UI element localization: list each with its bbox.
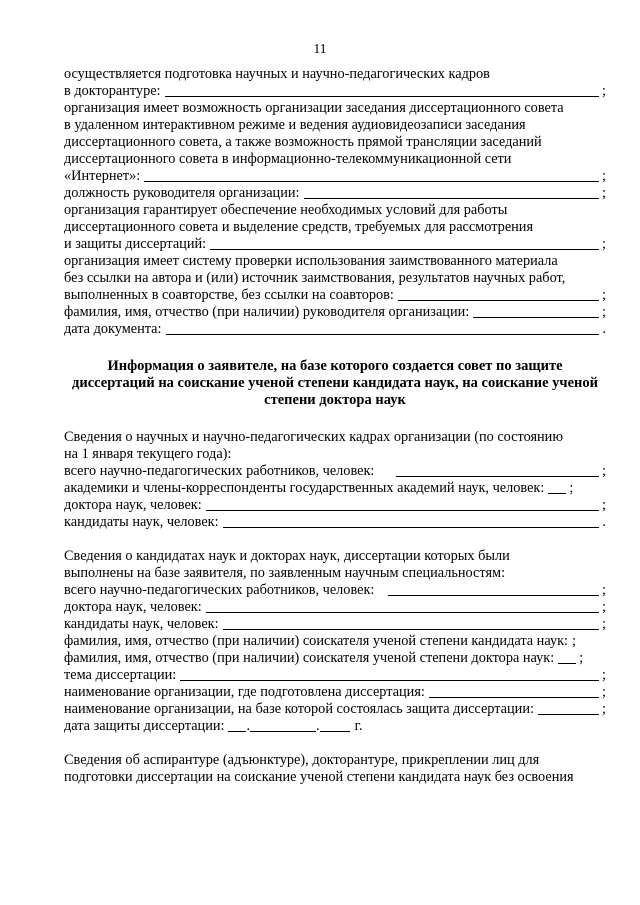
field-label: и защиты диссертаций:: [64, 236, 207, 252]
field-head-name: [64, 304, 606, 321]
field-label: фамилия, имя, отчество (при наличии) соискателя ученой степени доктора наук:: [64, 650, 555, 666]
field-end: ;: [579, 650, 584, 666]
field-end: ;: [602, 616, 606, 632]
blank-line[interactable]: [473, 317, 599, 318]
field-doctor-applicant-name: [64, 650, 606, 667]
heading-line: степени доктора наук: [264, 392, 406, 408]
field-end: ;: [602, 83, 606, 99]
field-end: ;: [602, 168, 606, 184]
blank-line[interactable]: [223, 629, 599, 630]
text-line: без ссылки на автора и (или) источник заимствования, результатов научных работ,: [64, 270, 566, 286]
blank-day[interactable]: [228, 731, 246, 732]
blank-line[interactable]: [223, 527, 600, 528]
section-heading: [64, 358, 606, 409]
text-line: организация гарантирует обеспечение необходимых условий для работы: [64, 202, 508, 218]
field-end: ;: [602, 667, 606, 683]
field-defense-date: [64, 718, 606, 735]
field-candidate-applicant-name: [64, 633, 606, 650]
blank-line[interactable]: [538, 714, 599, 715]
field-label: выполненных в соавторстве, без ссылки на соавторов:: [64, 287, 394, 303]
field-label: фамилия, имя, отчество (при наличии) руководителя организации:: [64, 304, 470, 320]
field-label: кандидаты наук, человек:: [64, 616, 219, 632]
date-separator: .: [316, 718, 320, 734]
heading-line: Информация о заявителе, на базе которого создается совет по защите: [107, 358, 563, 374]
field-end: ;: [602, 599, 606, 615]
field-label: тема диссертации:: [64, 667, 177, 683]
field-label: «Интернет»:: [64, 168, 141, 184]
text-line: организация имеет систему проверки использования заимствованного материала: [64, 253, 558, 269]
page-number: 11: [313, 41, 327, 56]
blank-line[interactable]: [388, 595, 599, 596]
field-end: ;: [602, 497, 606, 513]
field-total-staff-2: [64, 582, 606, 599]
field-thesis-topic: [64, 667, 606, 684]
text-line: осуществляется подготовка научных и научно-педагогических кадров: [64, 66, 490, 82]
blank-year[interactable]: [320, 731, 350, 732]
field-academicians: [64, 480, 606, 497]
blank-line[interactable]: [398, 300, 599, 301]
blank-line[interactable]: [206, 510, 599, 511]
blank-line[interactable]: [548, 493, 566, 494]
blank-line[interactable]: [304, 198, 600, 199]
field-end: ;: [602, 463, 606, 479]
field-label: в докторантуре:: [64, 83, 161, 99]
field-candidates-2: [64, 616, 606, 633]
field-label: наименование организации, где подготовлена диссертация:: [64, 684, 425, 700]
blank-line[interactable]: [396, 476, 599, 477]
text-line: организация имеет возможность организации заседания диссертационного совета: [64, 100, 564, 116]
text-line: на 1 января текущего года):: [64, 446, 232, 462]
blank-line[interactable]: [429, 697, 599, 698]
text-line: в удаленном интерактивном режиме и ведения аудиовидеозаписи заседания: [64, 117, 526, 133]
text-line: подготовки диссертации на соискание ученой степени кандидата наук без освоения: [64, 769, 574, 785]
field-document-date: [64, 321, 606, 338]
field-internet: [64, 168, 606, 185]
field-doctors-2: [64, 599, 606, 616]
field-plagiarism-system: [64, 287, 606, 304]
field-end: ;: [569, 480, 574, 496]
blank-line[interactable]: [210, 249, 599, 250]
field-label: фамилия, имя, отчество (при наличии) соискателя ученой степени кандидата наук:: [64, 633, 569, 649]
blank-line[interactable]: [180, 680, 599, 681]
blank-line[interactable]: [558, 663, 576, 664]
field-label: доктора наук, человек:: [64, 497, 202, 513]
text-line: диссертационного совета в информационно-телекоммуникационной сети: [64, 151, 512, 167]
blank-line[interactable]: [206, 612, 599, 613]
field-label: академики и члены-корреспонденты государственных академий наук, человек:: [64, 480, 545, 496]
field-end: .: [602, 321, 606, 337]
field-head-position: [64, 185, 606, 202]
text-line: диссертационного совета, а также возможность прямой трансляции заседаний: [64, 134, 542, 150]
text-line: Сведения о научных и научно-педагогических кадрах организации (по состоянию: [64, 429, 564, 445]
blank-line[interactable]: [166, 334, 600, 335]
field-label: всего научно-педагогических работников, человек:: [64, 463, 375, 479]
document-body: [64, 66, 606, 786]
field-end: ;: [602, 236, 606, 252]
field-doctors: [64, 497, 606, 514]
field-defense-conditions: [64, 236, 606, 253]
text-line: Сведения о кандидатах наук и докторах наук, диссертации которых были: [64, 548, 510, 564]
field-end: ;: [602, 304, 606, 320]
field-total-staff: [64, 463, 606, 480]
field-label: дата документа:: [64, 321, 162, 337]
field-end: ;: [602, 684, 606, 700]
field-defense-organization: [64, 701, 606, 718]
blank-line[interactable]: [144, 181, 599, 182]
field-end: ;: [572, 633, 576, 649]
field-prep-organization: [64, 684, 606, 701]
date-separator: .: [246, 718, 251, 734]
field-end: ;: [602, 582, 606, 598]
field-label: кандидаты наук, человек:: [64, 514, 219, 530]
field-end: .: [602, 514, 606, 530]
heading-line: диссертаций на соискание ученой степени кандидата наук, на соискание ученой: [72, 375, 598, 391]
field-label: всего научно-педагогических работников, человек:: [64, 582, 375, 598]
field-end: ;: [602, 701, 606, 717]
text-line: выполнены на базе заявителя, по заявленным научным специальностям:: [64, 565, 506, 581]
text-line: Сведения об аспирантуре (адъюнктуре), докторантуре, прикреплении лиц для: [64, 752, 540, 768]
field-label: наименование организации, на базе которой состоялась защита диссертации:: [64, 701, 534, 717]
blank-month[interactable]: [250, 731, 316, 732]
field-doctoral-training: [64, 83, 606, 100]
year-suffix: г.: [354, 718, 363, 734]
field-end: ;: [602, 185, 606, 201]
field-label: дата защиты диссертации:: [64, 718, 225, 734]
field-candidates: [64, 514, 606, 531]
field-end: ;: [602, 287, 606, 303]
text-line: диссертационного совета и выделение средств, требуемых для рассмотрения: [64, 219, 534, 235]
blank-line[interactable]: [165, 96, 599, 97]
field-label: должность руководителя организации:: [64, 185, 300, 201]
field-label: доктора наук, человек:: [64, 599, 202, 615]
